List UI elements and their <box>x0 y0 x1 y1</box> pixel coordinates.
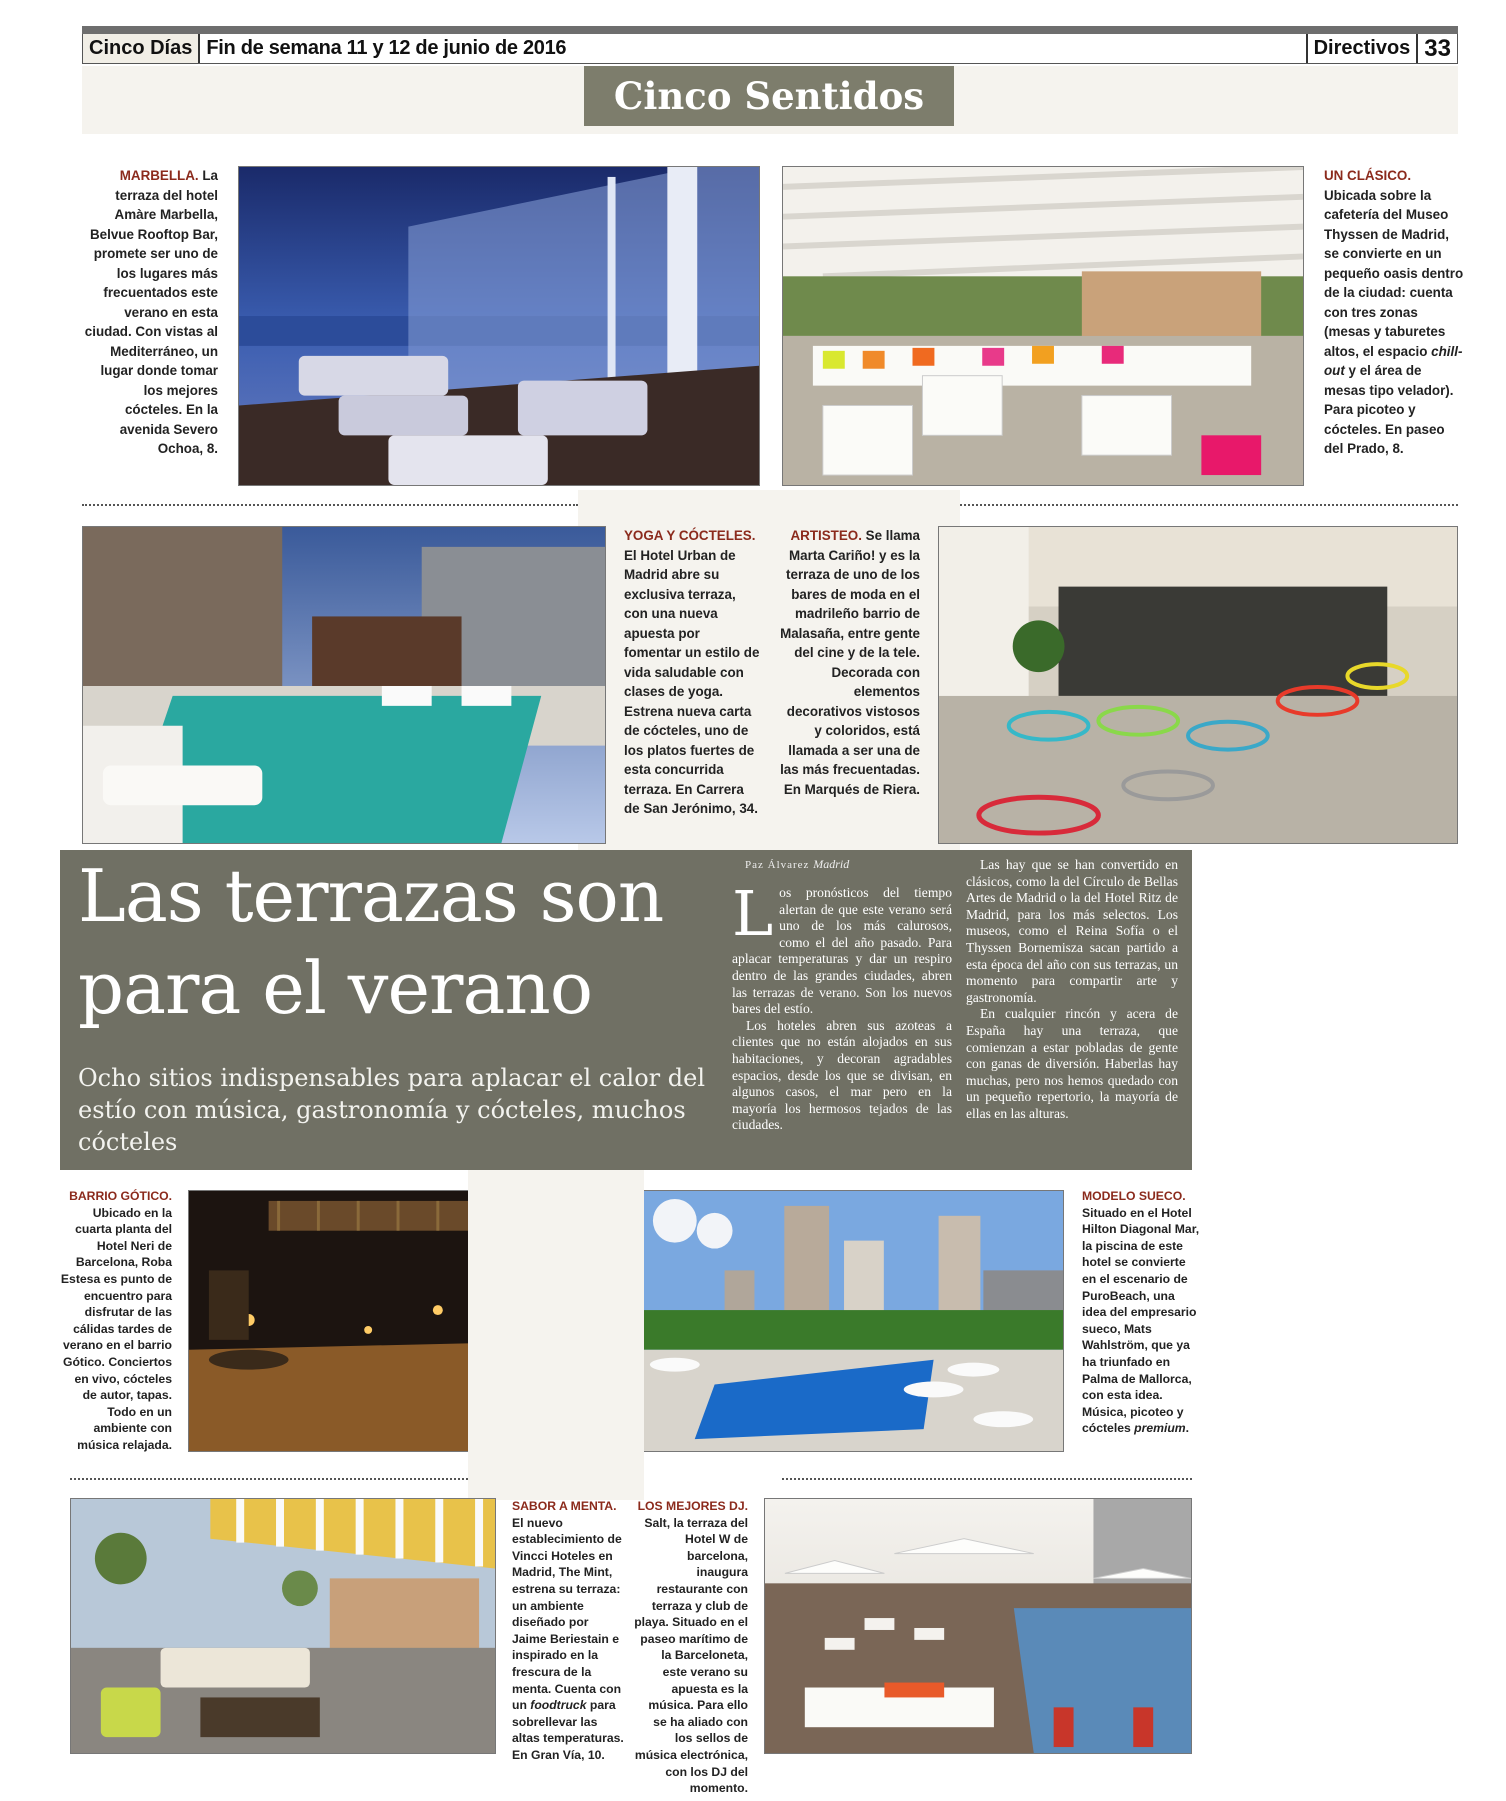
paragraph: En cualquier rincón y acera de España hay una terraza, que comienzan a estar pobladas de gente con ganas de diversión. Haberlas hay muchas, pero nos hemos quedado con un pequeño repertorio, la mayoría de ellas en las alturas. <box>966 1006 1178 1121</box>
byline <box>745 857 849 872</box>
caption-text: La terraza del hotel Amàre Marbella, Belvue Rooftop Bar, promete ser uno de los lugares más frecuentados este verano en esta ciudad. Con vistas al Mediterráneo, un lugar donde tomar los mejores cócteles. En la avenida Severo Ochoa, 8. <box>84 168 218 456</box>
caption-text: Salt, la terraza del Hotel W de barcelona, inaugura restaurante con terraza y club de playa. Situado en el paseo marítimo de la Barceloneta, este verano su apuesta es la música. Para ello se ha aliado con los sellos de música electrónica, con los DJ del momento. <box>634 1515 748 1796</box>
caption-text: y el área de mesas tipo velador). Para picoteo y cócteles. En paseo del Prado, 8. <box>1324 363 1454 456</box>
caption-label: BARRIO GÓTICO. <box>69 1189 172 1203</box>
page-number: 33 <box>1416 34 1457 63</box>
caption-gotico <box>60 1188 172 1454</box>
issue-date: Fin de semana 11 y 12 de junio de 2016 <box>198 34 1305 63</box>
page-header <box>82 34 1458 64</box>
caption-text: Ubicado en la cuarta planta del Hotel Neri de Barcelona, Roba Estesa es punto de encuentro para disfrutar de las cálidas tardes de verano en el barrio Gótico. Conciertos en vivo, cócteles de autor, tapas. Todo en un ambiente con música relajada. <box>60 1205 172 1452</box>
photo-mint-terrace <box>70 1498 496 1754</box>
caption-clasico <box>1324 166 1464 459</box>
separator <box>82 504 578 506</box>
caption-emphasis: premium <box>1134 1421 1186 1436</box>
photo-w-hotel-terrace <box>764 1498 1192 1754</box>
drop-cap: L <box>732 877 774 950</box>
caption-label: LOS MEJORES DJ. <box>637 1499 748 1513</box>
caption-text: El Hotel Urban de Madrid abre su exclusiva terraza, con una nueva apuesta por fomentar un estilo de vida saludable con clases de yoga. Estrena nueva carta de cócteles, uno de los platos fuertes de esta concurrida terraza. En Carrera de San Jerónimo, 34. <box>624 547 760 816</box>
article-column-2 <box>966 857 1178 1123</box>
separator <box>70 1478 468 1480</box>
caption-text: Se llama Marta Cariño! y es la terraza de uno de los bares de moda en el madrileño barrio de Malasaña, entre gente del cine y de la tele. Decorada con elementos decorativos vistosos y coloridos, está llamada a ser una de las más frecuentadas. En Marqués de Riera. <box>780 528 920 797</box>
caption-label: UN CLÁSICO. <box>1324 168 1412 183</box>
byline-city: Madrid <box>813 857 850 871</box>
center-band <box>468 1170 644 1500</box>
header-top-bar <box>82 26 1458 34</box>
photo-thyssen-terrace <box>782 166 1304 486</box>
caption-yoga <box>624 526 760 819</box>
caption-text: Ubicada sobre la cafetería del Museo Thyssen de Madrid, se convierte en un pequeño oasis dentro de la ciudad: cuenta con tres zonas (mesas y taburetes altos, el espacio <box>1324 187 1464 359</box>
caption-label: YOGA Y CÓCTELES. <box>624 528 756 543</box>
photo-carino-terrace <box>938 526 1458 844</box>
caption-artisteo <box>780 526 920 799</box>
caption-label: ARTISTEO. <box>790 528 862 543</box>
caption-marbella <box>84 166 218 459</box>
caption-text: . <box>1185 1421 1190 1436</box>
paragraph: Los hoteles abren sus azoteas a clientes que no están alojados en sus habitaciones, y decoran agradables espacios, desde los que se divisan, en algunos casos, el mar pero en la mayoría los hermosos tejados de las ciudades. <box>732 1017 952 1133</box>
headline: Las terrazas son para el verano <box>78 854 664 1030</box>
paragraph: Las hay que se han convertido en clásicos, como la del Círculo de Bellas Artes de Madrid o la del Hotel Ritz de Madrid, para los más selectos. Los museos, como el Reina Sofía o el Thyssen Bornemisza sacan partido a esta época del año con sus terrazas, un momento para compartir arte y gastronomía. <box>966 857 1178 1005</box>
caption-text: para sobrellevar las altas temperaturas. En Gran Vía, 10. <box>512 1698 624 1762</box>
subheadline: Ocho sitios indispensables para aplacar el calor del estío con música, gastronomía y cócteles, muchos cócteles <box>78 1064 705 1156</box>
caption-emphasis: foodtruck <box>530 1698 587 1713</box>
section-banner: Cinco Sentidos <box>584 66 954 126</box>
caption-text: Situado en el Hotel Hilton Diagonal Mar, la piscina de este hotel se convierte en el escenario de PuroBeach, una idea del empresario sueco, Mats Wahlström, que ya ha triunfado en Palma de Mallorca, con esta idea. Música, picoteo y cócteles <box>1082 1205 1200 1436</box>
photo-hilton-pool <box>634 1190 1064 1452</box>
caption-label: SABOR A MENTA. <box>512 1499 617 1513</box>
caption-text: El nuevo establecimiento de Vincci Hoteles en Madrid, The Mint, estrena su terraza: un ambiente diseñado por Jaime Beriestain e inspirado en la frescura de la menta. Cuenta con un <box>512 1515 622 1713</box>
photo-urban-pool <box>82 526 606 844</box>
separator <box>960 504 1458 506</box>
caption-label: MODELO SUECO. <box>1082 1189 1186 1203</box>
caption-menta <box>512 1498 626 1764</box>
caption-label: MARBELLA. <box>119 168 199 183</box>
caption-emphasis: chill-out <box>1324 343 1463 378</box>
author: Paz Álvarez <box>745 859 810 871</box>
article-column-1 <box>732 877 952 1134</box>
photo-marbella-terrace <box>238 166 760 486</box>
section-name: Directivos <box>1306 34 1417 63</box>
caption-dj <box>634 1498 748 1797</box>
caption-sueco <box>1082 1188 1202 1437</box>
paragraph: os pronósticos del tiempo alertan de que este verano será uno de los más calurosos, como el del año pasado. Para aplacar temperaturas y dar un respiro dentro de las grandes ciudades, abren las terrazas de verano. Son los nuevos bares del estío. <box>732 885 952 1017</box>
separator <box>782 1478 1192 1480</box>
newspaper-brand: Cinco Días <box>83 34 198 63</box>
